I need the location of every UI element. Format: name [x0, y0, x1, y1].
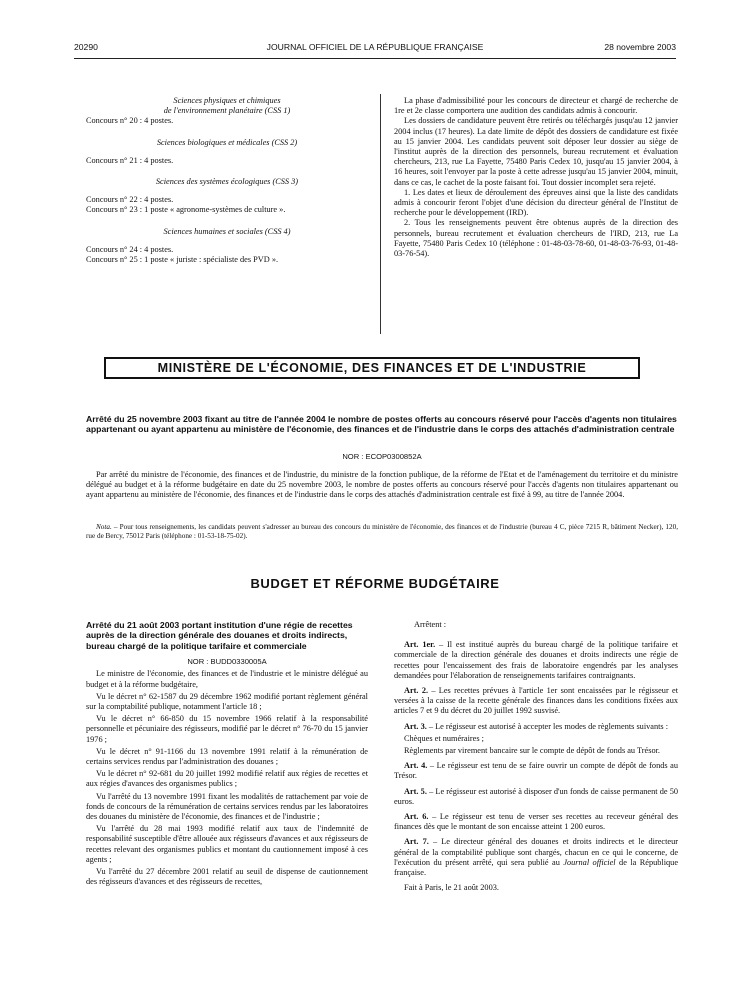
budget-heading: BUDGET ET RÉFORME BUDGÉTAIRE — [250, 576, 500, 591]
journal-title: JOURNAL OFFICIEL DE LA RÉPUBLIQUE FRANÇAISE — [266, 42, 484, 52]
section-title-css4: Sciences humaines et sociales (CSS 4) — [163, 226, 291, 236]
page-header — [74, 42, 676, 56]
article-7-label: Art. 7. — [404, 837, 429, 847]
article-3: Art. 3. – Le régisseur est autorisé à accepter les modes de règlements suivants : — [404, 721, 669, 731]
article-2: Art. 2. – Les recettes prévues à l'article 1er sont encaissées par le régisseur et versées à la caisse de la recette générale des finances dans les conditions fixées aux articles 7 et 9 du décret du 20 juillet 1992 susvisé. — [394, 686, 678, 716]
article-6-label: Art. 6. — [404, 812, 429, 822]
article-6: Art. 6. – Le régisseur est tenu de verser ses recettes au receveur général des finances dès que le montant de son encaisse atteint 1 200 euros. — [394, 812, 679, 832]
article-3-label: Art. 3. — [404, 721, 427, 731]
article-7: Art. 7. – Le directeur général des douanes et droits indirects et le directeur général de la comptabilité publique sont chargés, chacun en ce qui le concerne, de l'exécution du présent arrêté, qui sera publié au Journal officiel de la République française. — [394, 837, 679, 878]
concours-25: Concours n° 25 : 1 poste « juriste : spécialiste des PVD ». — [86, 255, 279, 265]
visa-7: Vu l'arrêté du 27 décembre 2001 relatif au seuil de dispense de cautionnement des régisseurs d'avances et des régisseurs de recettes, — [86, 867, 368, 887]
issue-date: 28 novembre 2003 — [604, 42, 676, 52]
visa-5: Vu l'arrêté du 13 novembre 1991 fixant les modalités de rattachement par voie de fonds de concours de la rémunération de certains services rendus par les laboratoires des douanes du ministère de l'économie, des finances et de l'industrie ; — [86, 791, 368, 822]
article-2-label: Art. 2. — [404, 686, 429, 696]
arrete-2-right — [394, 620, 678, 895]
arrete-2-nor: NOR : BUDD0330005A — [187, 657, 267, 667]
visa-1: Vu le décret n° 62-1587 du 29 décembre 1962 modifié portant règlement général sur la comptabilité publique, notamment l'article 18 ; — [86, 691, 368, 712]
ministry-heading: MINISTÈRE DE L'ÉCONOMIE, DES FINANCES ET DE L'INDUSTRIE — [157, 361, 587, 375]
concours-22: Concours n° 22 : 4 postes. — [86, 195, 174, 205]
column-divider — [380, 94, 381, 334]
arrete-2-title: Arrêté du 21 août 2003 portant institution d'une régie de recettes auprès de la direction générale des douanes et droits indirects, bureau chargé de la politique tarifaire et commerciale — [86, 620, 353, 651]
ministry-heading-box — [104, 357, 640, 379]
fait-a-paris: Fait à Paris, le 21 août 2003. — [404, 883, 499, 893]
recruitment-info — [394, 96, 678, 259]
header-rule — [74, 58, 676, 59]
arrete-2-left — [86, 620, 368, 889]
concours-list — [86, 96, 368, 265]
article-3-mode-2: Règlements par virement bancaire sur le compte de dépôt de fonds au Trésor. — [404, 746, 660, 756]
visa-2: Vu le décret n° 66-850 du 15 novembre 1966 relatif à la responsabilité personnelle et pécuniaire des régisseurs, modifié par le décret n° 76-70 du 15 janvier 1976 ; — [86, 714, 368, 744]
paragraph-dossiers: Les dossiers de candidature peuvent être retirés ou téléchargés jusqu'au 12 janvier 2004 inclus (17 heures). La date limite de dépôt des dossiers de candidature est fixée au 15 janvier 2004. Les candidats peuvent soit déposer leur dossier au siège de l'institut auprès de la direction des personnels, bureau recrutement et évaluation chercheurs, 213, rue La Fayette, 75480 Paris Cedex 10, jusqu'au 15 janvier 2004, à 16 heures, soit l'envoyer par la poste à cette adresse jusqu'au 15 janvier 2004, minuit, dans ce cas, le cachet de la poste faisant foi. Tout dossier incomplet sera rejeté. — [394, 116, 678, 187]
concours-23: Concours n° 23 : 1 poste « agronome-systèmes de culture ». — [86, 205, 286, 215]
arrete-1-body: Par arrêté du ministre de l'économie, des finances et de l'industrie, du ministre de la fonction publique, de la réforme de l'Etat et de l'aménagement du territoire et du ministre délégué au budget et à la réforme budgétaire en date du 25 novembre 2003, le nombre de postes offerts au concours réservé pour l'accès d'agents non titulaires appartenant ou ayant appartenu au ministère de l'économie, des finances et de l'industrie dans le corps des attachés d'administration centrale est fixé à 99, au titre de l'année 2004. — [86, 470, 678, 500]
visa-3: Vu le décret n° 91-1166 du 13 novembre 1991 relatif à la rémunération de certains services rendus par l'administration des douanes ; — [86, 746, 368, 767]
visa-6: Vu l'arrêté du 28 mai 1993 modifié relatif aux taux de l'indemnité de responsabilité susceptible d'être allouée aux régisseurs d'avances et aux régisseurs de recettes relevant des organismes publics et montant du cautionnement imposé à ces agents ; — [86, 824, 368, 864]
arrete-1-title: Arrêté du 25 novembre 2003 fixant au titre de l'année 2004 le nombre de postes offerts au concours réservé pour l'accès d'agents non titulaires appartenant ou ayant appartenu au ministère de l'économie, des finances et de l'industrie dans le corps des attachés d'administration centrale — [86, 414, 677, 435]
visa-ministre: Le ministre de l'économie, des finances et de l'industrie et le ministre délégué au budget et à la réforme budgétaire, — [86, 669, 368, 689]
concours-21: Concours n° 21 : 4 postes. — [86, 155, 174, 165]
paragraph-admissibilite: La phase d'admissibilité pour les concours de directeur et chargé de recherche de 1re et 2e classe comportera une audition des candidats admis à concourir. — [394, 96, 678, 116]
article-4-label: Art. 4. — [404, 761, 428, 771]
page-number: 20290 — [74, 42, 98, 52]
visa-4: Vu le décret n° 92-681 du 20 juillet 1992 modifié relatif aux régies de recettes et aux régies d'avances des organismes publics ; — [86, 769, 368, 789]
paragraph-dates: 1. Les dates et lieux de déroulement des épreuves ainsi que la liste des candidats admis à concourir feront l'objet d'une décision du directeur général de l'Institut de recherche pour le développement (IRD). — [394, 187, 678, 218]
article-1-label: Art. 1er. — [404, 640, 436, 650]
paragraph-renseignements: 2. Tous les renseignements peuvent être obtenus auprès de la direction des personnels, bureau recrutement et évaluation chercheurs de l'IRD, 213, rue La Fayette, 75480 Paris Cedex 10 (téléphone : 01-48-03-78-60, 01-48-03-76-93, 01-48-03-76-54). — [394, 218, 678, 259]
section-title-css1: Sciences physiques et chimiques — [173, 96, 281, 105]
article-1: Art. 1er. – Il est institué auprès du bureau chargé de la politique tarifaire et commerciale de la direction générale des douanes et droits indirects une régie de recettes pour l'encaissement des frais de laboratoire engendrés par les analyses demandées pour l'élaboration de renseignements tarifaires contraignants. — [394, 640, 678, 680]
note-label: Nota. — [96, 523, 112, 531]
arrete-1-nor: NOR : ECOP0300852A — [342, 452, 422, 461]
article-5: Art. 5. – Le régisseur est autorisé à disposer d'un fonds de caisse permanent de 50 euros. — [394, 786, 678, 806]
section-title-css3: Sciences des systèmes écologiques (CSS 3) — [155, 177, 299, 187]
journal-officiel-ref: Journal officiel — [563, 857, 616, 867]
concours-24: Concours n° 24 : 4 postes. — [86, 244, 174, 254]
article-5-label: Art. 5. — [404, 786, 427, 796]
concours-20: Concours n° 20 : 4 postes. — [86, 116, 174, 126]
note-text: – Pour tous renseignements, les candidats peuvent s'adresser au bureau des concours du ministère de l'économie, des finances et de l'industrie (bureau 4 C, pièce 7215 R, bâtiment Necker), 120, rue de Bercy, 75012 Paris (téléphone : 01-53-18-75-02). — [86, 523, 678, 541]
article-4: Art. 4. – Le régisseur est tenu de se faire ouvrir un compte de dépôt de fonds au Trésor. — [394, 761, 678, 781]
section-title-css2: Sciences biologiques et médicales (CSS 2) — [156, 137, 298, 147]
section-subtitle-css1: de l'environnement planétaire (CSS 1) — [163, 106, 291, 116]
arretent: Arrêtent : — [414, 620, 447, 629]
article-3-mode-1: Chèques et numéraires ; — [404, 733, 484, 743]
arrete-1-note — [86, 523, 678, 541]
